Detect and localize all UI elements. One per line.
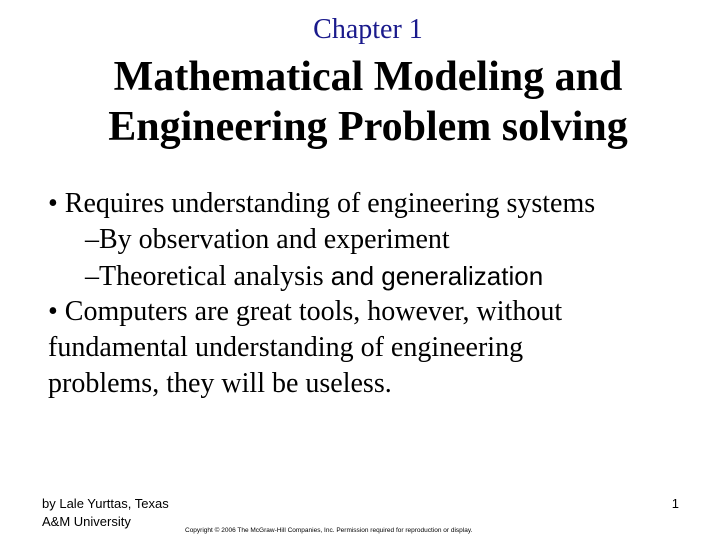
bullet-computers-continuation-1: fundamental understanding of engineering [48,332,524,363]
bullet-computers-continuation-2: problems, they will be useless. [48,368,392,399]
page-number: 1 [671,496,679,511]
slide-body [48,186,688,402]
sub-bullet-theoretical-serif: –Theoretical analysis [85,261,331,292]
sub-bullet-theoretical-analysis [48,258,688,294]
copyright-notice: Copyright © 2006 The McGraw-Hill Companies, Inc. Permission required for reproduction or display. [185,527,473,534]
bullet-requires-understanding: • Requires understanding of engineering systems [48,188,596,219]
footer-author-line-1: by Lale Yurttas, Texas [42,496,169,511]
sub-bullet-theoretical-sans: and generalization [330,261,544,291]
bullet-computers-tools: • Computers are great tools, however, without [48,296,563,327]
title-line-1: Mathematical Modeling and [113,54,623,100]
slide-title [0,52,720,152]
footer-author-line-2: A&M University [42,514,131,529]
title-line-2: Engineering Problem solving [108,104,628,150]
chapter-label: Chapter 1 [313,14,423,45]
footer-author [42,495,169,531]
sub-bullet-observation: –By observation and experiment [85,224,450,255]
